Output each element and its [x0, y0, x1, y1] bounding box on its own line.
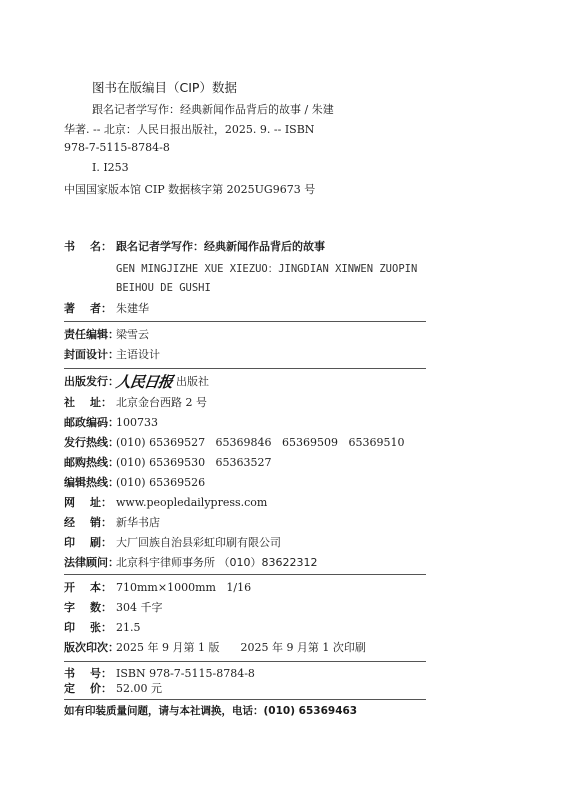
editorial-hotline-value: (010) 65369526 — [116, 476, 206, 489]
cover-design-label: 封面设计： — [64, 348, 119, 361]
word-count-row — [64, 599, 163, 617]
sales-hotline-value: (010) 65369527 65369846 65369509 65369510 — [116, 436, 405, 449]
author-value: 朱建华 — [116, 302, 149, 315]
postcode-label: 邮政编码： — [64, 416, 119, 429]
distributor-row — [64, 514, 160, 532]
edition-value: 2025 年 9 月第 1 版 2025 年 9 月第 1 次印刷 — [116, 641, 366, 654]
divider-4 — [64, 661, 426, 662]
format-label: 开 本： — [64, 581, 112, 594]
publisher-label: 出版发行： — [64, 375, 119, 388]
cip-title: 图书在版编目（CIP）数据 — [92, 80, 237, 95]
format-row — [64, 579, 251, 597]
price-row — [64, 680, 162, 698]
book-title-value: 跟名记者学写作：经典新闻作品背后的故事 — [116, 240, 325, 253]
legal-label: 法律顾问： — [64, 556, 119, 569]
legal-value: 北京科宇律师事务所 （010）83622312 — [116, 556, 318, 569]
sheets-row — [64, 619, 141, 637]
price-value: 52.00 元 — [116, 682, 162, 695]
divider-1 — [64, 321, 426, 322]
divider-5 — [64, 699, 426, 700]
address-label: 社 址： — [64, 396, 112, 409]
isbn-value: ISBN 978-7-5115-8784-8 — [116, 667, 255, 680]
book-title-label: 书 名： — [64, 240, 112, 253]
book-title-pinyin-1: GEN MINGJIZHE XUE XIEZUO：JINGDIAN XINWEN ZUOPIN — [116, 263, 418, 275]
mail-hotline-label: 邮购热线： — [64, 456, 119, 469]
printer-label: 印 刷： — [64, 536, 112, 549]
cover-design-row — [64, 346, 160, 364]
sales-hotline-label: 发行热线： — [64, 436, 119, 449]
sheets-value: 21.5 — [116, 621, 141, 634]
editorial-hotline-label: 编辑热线： — [64, 476, 119, 489]
quality-notice: 如有印装质量问题，请与本社调换，电话：(010) 65369463 — [64, 705, 358, 717]
cip-line-4: Ⅰ. I253 — [92, 161, 129, 174]
cover-design-value: 主语设计 — [116, 348, 160, 361]
publisher-row — [64, 373, 209, 391]
website-row — [64, 494, 267, 512]
printer-row — [64, 534, 281, 552]
address-value: 北京金台西路 2 号 — [116, 396, 207, 409]
website-link[interactable]: www.peopledailypress.com — [116, 496, 268, 509]
divider-3 — [64, 574, 426, 575]
isbn-label: 书 号： — [64, 667, 112, 680]
editor-label: 责任编辑： — [64, 328, 119, 341]
word-count-value: 304 千字 — [116, 601, 163, 614]
legal-row — [64, 554, 317, 572]
printer-value: 大厂回族自治县彩虹印刷有限公司 — [116, 536, 281, 549]
sales-hotline-row — [64, 434, 405, 452]
cip-line-2: 华著. -- 北京：人民日报出版社，2025. 9. -- ISBN — [64, 123, 315, 136]
postcode-row — [64, 414, 158, 432]
website-label: 网 址： — [64, 496, 112, 509]
publisher-suffix: 出版社 — [176, 375, 210, 388]
author-row — [64, 300, 149, 318]
mail-hotline-row — [64, 454, 272, 472]
editorial-hotline-row — [64, 474, 205, 492]
distributor-value: 新华书店 — [116, 516, 160, 529]
edition-label: 版次印次： — [64, 641, 119, 654]
address-row — [64, 394, 207, 412]
people-daily-logo: 人民日报 — [114, 373, 174, 391]
distributor-label: 经 销： — [64, 516, 112, 529]
author-label: 著 者： — [64, 302, 112, 315]
postcode-value: 100733 — [116, 416, 158, 429]
book-title-pinyin-2: BEIHOU DE GUSHI — [116, 282, 211, 294]
book-title-row — [64, 238, 325, 256]
divider-2 — [64, 368, 426, 369]
word-count-label: 字 数： — [64, 601, 112, 614]
editor-row — [64, 326, 149, 344]
cip-line-5: 中国国家版本馆 CIP 数据核字第 2025UG9673 号 — [64, 183, 316, 196]
mail-hotline-value: (010) 65369530 65363527 — [116, 456, 272, 469]
price-label: 定 价： — [64, 682, 112, 695]
edition-row — [64, 639, 366, 657]
cip-line-3: 978-7-5115-8784-8 — [64, 141, 170, 154]
format-value: 710mm×1000mm 1/16 — [116, 581, 252, 594]
cip-line-1: 跟名记者学写作：经典新闻作品背后的故事 / 朱建 — [92, 103, 334, 116]
editor-value: 梁雪云 — [116, 328, 149, 341]
sheets-label: 印 张： — [64, 621, 112, 634]
